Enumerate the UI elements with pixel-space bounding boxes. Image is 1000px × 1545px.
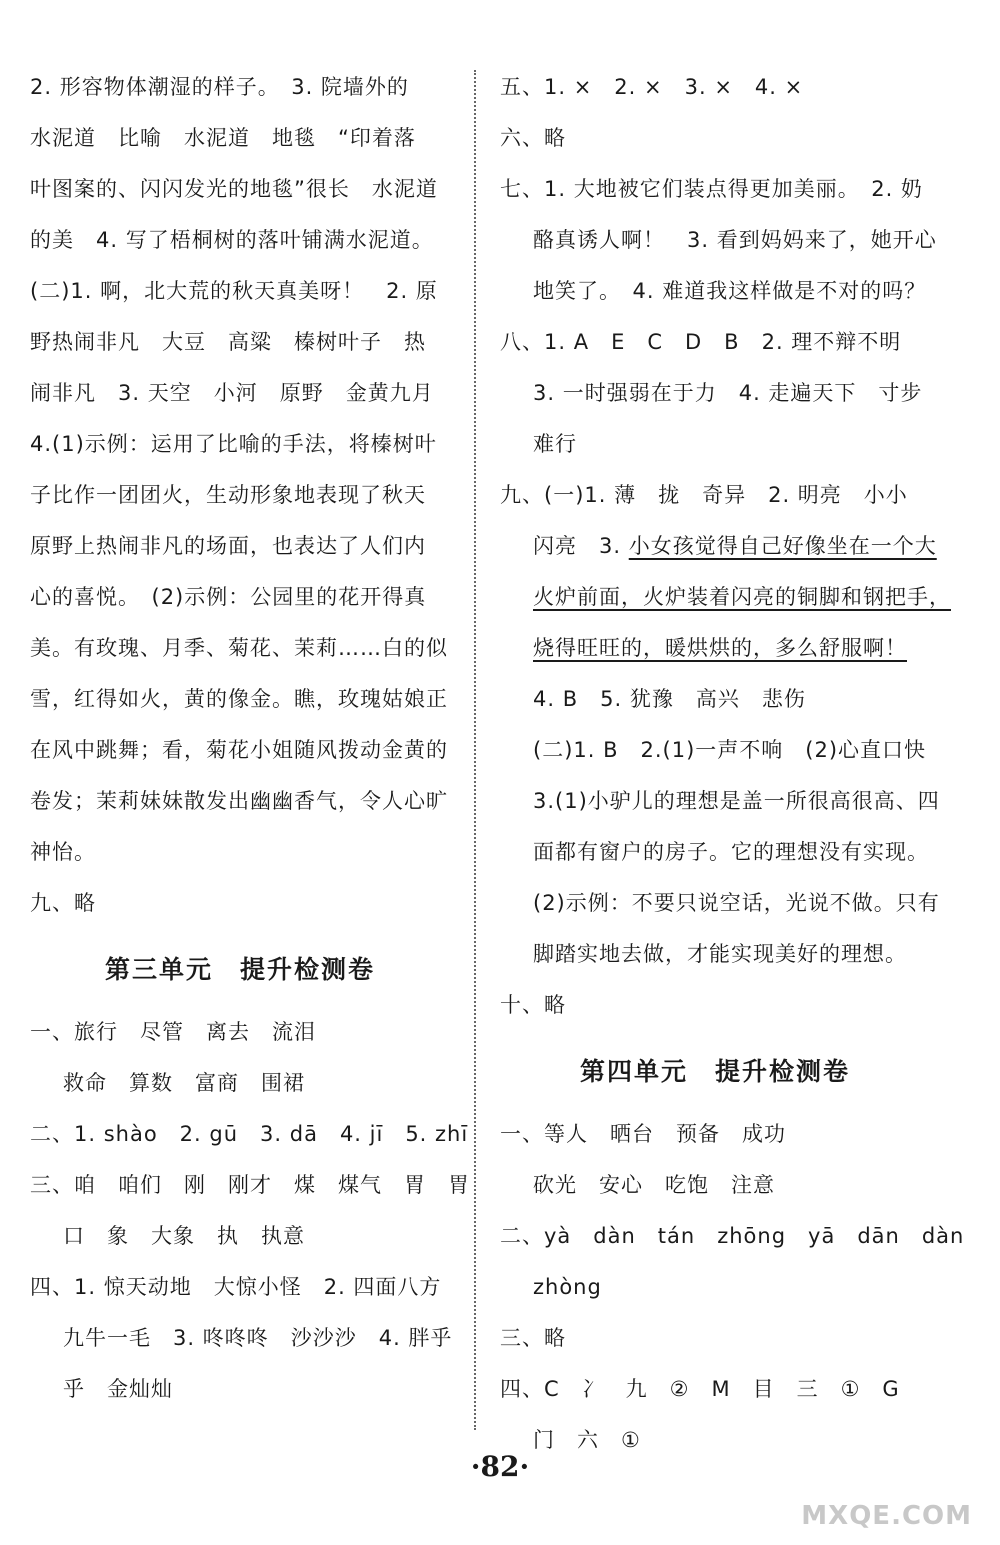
unit3-heading: 第三单元 提升检测卷 xyxy=(104,955,375,984)
answer-line: zhòng xyxy=(533,1275,602,1299)
answer-line: 在风中跳舞；看，菊花小姐随风拨动金黄的 xyxy=(30,738,448,762)
underlined-sentence: 小女孩觉得自己好像坐在一个大 xyxy=(628,534,937,558)
answer-text: 闪亮 3. xyxy=(533,534,622,558)
underlined-sentence: 火炉前面，火炉装着闪亮的铜脚和钢把手， xyxy=(533,585,951,609)
answer-line: 三、略 xyxy=(500,1326,566,1350)
answer-line: 九、(一)1. 薄 拢 奇异 2. 明亮 小小 xyxy=(500,483,908,507)
answer-line: 4.(1)示例：运用了比喻的手法，将榛树叶 xyxy=(30,432,437,456)
answer-line: 2. 形容物体潮湿的样子。 3. 院墙外的 xyxy=(30,75,409,99)
column-divider xyxy=(474,70,476,1430)
answer-line: 乎 金灿灿 xyxy=(63,1377,173,1401)
answer-line: 3. 一时强弱在于力 4. 走遍天下 寸步 xyxy=(533,381,923,405)
answer-line: 脚踏实地去做，才能实现美好的理想。 xyxy=(533,942,907,966)
answer-line: 心的喜悦。 (2)示例：公园里的花开得真 xyxy=(30,585,427,609)
answer-line: 门 六 ① xyxy=(533,1428,641,1452)
answer-line: 难行 xyxy=(533,432,577,456)
answer-line: 的美 4. 写了梧桐树的落叶铺满水泥道。 xyxy=(30,228,434,252)
answer-line: 闹非凡 3. 天空 小河 原野 金黄九月 xyxy=(30,381,434,405)
answer-line: 五、1. × 2. × 3. × 4. × xyxy=(500,75,804,99)
answer-line: 神怡。 xyxy=(30,840,96,864)
answer-line: (二)1. 啊，北大荒的秋天真美呀！ 2. 原 xyxy=(30,279,438,303)
answer-line: 口 象 大象 执 执意 xyxy=(63,1224,305,1248)
answer-line: 雪，红得如火，黄的像金。瞧，玫瑰姑娘正 xyxy=(30,687,448,711)
answer-line: 四、C 冫 九 ② M 目 三 ① G xyxy=(500,1377,900,1401)
answer-line: 水泥道 比喻 水泥道 地毯 “印着落 xyxy=(30,126,416,150)
answer-line: 野热闹非凡 大豆 高粱 榛树叶子 热 xyxy=(30,330,426,354)
page-number: ·82· xyxy=(470,1450,530,1483)
answer-line: 地笑了。 4. 难道我这样做是不对的吗？ xyxy=(533,279,927,303)
answer-line: 八、1. A E C D B 2. 理不辩不明 xyxy=(500,330,902,354)
answer-line: 二、yà dàn tán zhōng yā dān dàn xyxy=(500,1224,965,1248)
answer-line: (2)示例：不要只说空话，光说不做。只有 xyxy=(533,891,940,915)
unit4-heading: 第四单元 提升检测卷 xyxy=(579,1057,850,1086)
answer-line: 美。有玫瑰、月季、菊花、茉莉……白的似 xyxy=(30,636,448,660)
answer-line: 三、咱 咱们 刚 刚才 煤 煤气 胃 胃 xyxy=(30,1173,470,1197)
left-column xyxy=(30,62,470,1415)
answer-line: 子比作一团团火，生动形象地表现了秋天 xyxy=(30,483,426,507)
answer-line: 4. B 5. 犹豫 高兴 悲伤 xyxy=(533,687,806,711)
answer-line: 七、1. 大地被它们装点得更加美丽。 2. 奶 xyxy=(500,177,923,201)
answer-line: 一、等人 晒台 预备 成功 xyxy=(500,1122,786,1146)
answer-line: 九牛一毛 3. 咚咚咚 沙沙沙 4. 胖乎 xyxy=(63,1326,453,1350)
answer-line: 救命 算数 富商 围裙 xyxy=(63,1071,305,1095)
answer-line: 一、旅行 尽管 离去 流泪 xyxy=(30,1020,316,1044)
watermark-logo: MXQE.COM xyxy=(801,1501,972,1531)
underlined-sentence: 烧得旺旺的，暖烘烘的，多么舒服啊！ xyxy=(533,636,907,660)
answer-line xyxy=(500,521,937,572)
answer-line: 叶图案的、闪闪发光的地毯”很长 水泥道 xyxy=(30,177,438,201)
answer-line: 原野上热闹非凡的场面，也表达了人们内 xyxy=(30,534,426,558)
answer-line: 砍光 安心 吃饱 注意 xyxy=(533,1173,775,1197)
answer-line: 3.(1)小驴儿的理想是盖一所很高很高、四 xyxy=(533,789,940,813)
answer-line: 六、略 xyxy=(500,126,566,150)
answer-line: 二、1. shào 2. gū 3. dā 4. jī 5. zhī xyxy=(30,1122,469,1146)
answer-line: 九、略 xyxy=(30,891,96,915)
answer-line: (二)1. B 2.(1)一声不响 (2)心直口快 xyxy=(533,738,927,762)
answer-line: 面都有窗户的房子。它的理想没有实现。 xyxy=(533,840,929,864)
answer-line: 四、1. 惊天动地 大惊小怪 2. 四面八方 xyxy=(30,1275,442,1299)
right-column xyxy=(500,62,965,1466)
answer-line: 十、略 xyxy=(500,993,566,1017)
answer-line: 酪真诱人啊！ 3. 看到妈妈来了，她开心 xyxy=(533,228,937,252)
answer-line: 卷发；茉莉妹妹散发出幽幽香气，令人心旷 xyxy=(30,789,448,813)
